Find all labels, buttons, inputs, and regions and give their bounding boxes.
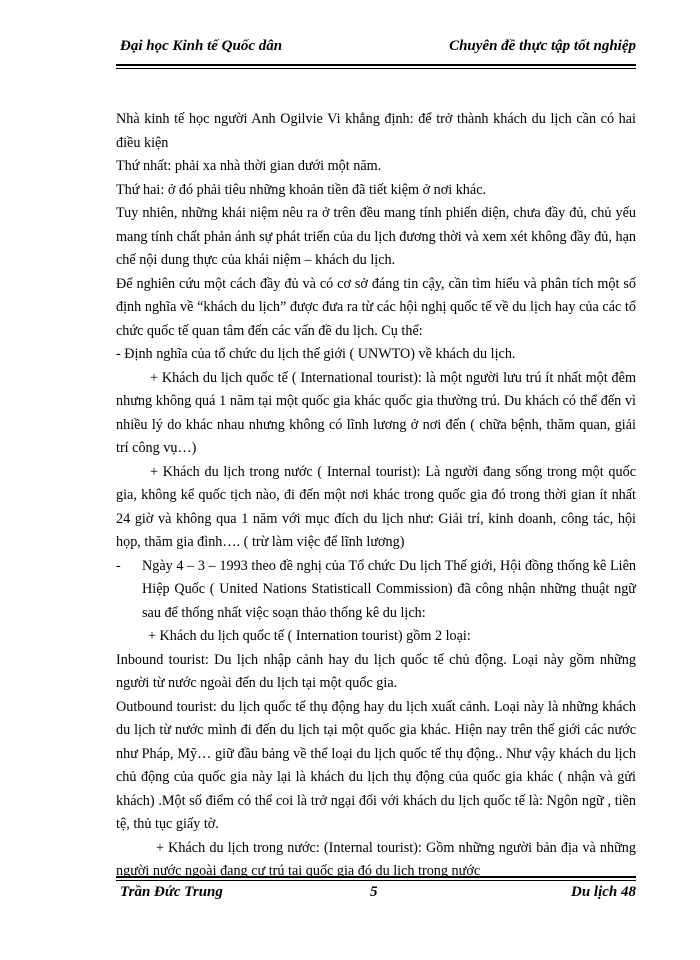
header-rule (116, 64, 636, 69)
paragraph-unwto-definition: - Định nghĩa của tổ chức du lịch thế giới ( UNWTO) về khách du lịch. (116, 346, 516, 362)
header-university: Đại học Kinh tế Quốc dân (120, 38, 283, 54)
paragraph-internal-tourist (116, 461, 636, 555)
list-item-un-commission (116, 555, 636, 626)
international-tourist-text: + Khách du lịch quốc tế ( International tourist): là một người lưu trú ít nhất một đêm nhưng không quá 1 năm tại một quốc gia khác quốc gia thường trú. Du khách có thể đến vì nhiều lý do khác nhau nhưng không có lĩnh lương ở nơi đến ( chữa bệnh, thăm quan, giải trí công vụ…) (116, 369, 636, 456)
paragraph-international-tourist (116, 367, 636, 461)
paragraph-critique: Tuy nhiên, những khái niệm nêu ra ở trên đều mang tính phiến diện, chưa đầy đủ, chủ yếu mang tính chất phản ánh sự phát triển của du lịch đương thời và xem xét không đầy đủ, hạn chế nội dung thực của khái niệm – khách du lịch. (116, 205, 636, 268)
footer-author: Trần Đức Trung (120, 884, 223, 900)
footer-rule (116, 876, 636, 881)
paragraph-ogilvie: Nhà kinh tế học người Anh Ogilvie Vi khẳng định: để trở thành khách du lịch cần có hai điều kiện (116, 111, 636, 151)
internal-tourist-2-text: + Khách du lịch trong nước: (Internal tourist): Gồm những người bản địa và những người nước ngoài đang cư trú tại quốc gia đó du lịch trong nước (116, 839, 636, 879)
un-commission-text: Ngày 4 – 3 – 1993 theo đề nghị của Tổ chức Du lịch Thế giới, Hội đồng thống kê Liên Hiệp Quốc ( United Nations Statisticall Commission) đã công nhận những thuật ngữ sau để thống nhất việc soạn thảo thống kê du lịch: (142, 557, 636, 621)
document-body (116, 108, 636, 884)
paragraph-condition-2: Thứ hai: ở đó phải tiêu những khoản tiền đã tiết kiệm ở nơi khác. (116, 181, 487, 198)
list-dash: - (116, 557, 121, 574)
header-report-title: Chuyên đề thực tập tốt nghiệp (449, 38, 636, 54)
page-number: 5 (370, 884, 378, 900)
paragraph-inbound: Inbound tourist: Du lịch nhập cảnh hay du lịch quốc tế chủ động. Loại này gồm những người từ nước ngoài đến du lịch tại một quốc gia. (116, 651, 636, 691)
paragraph-condition-1: Thứ nhất: phải xa nhà thời gian dưới một năm. (116, 158, 382, 174)
paragraph-outbound: Outbound tourist: du lịch quốc tế thụ động hay du lịch xuất cảnh. Loại này là những khách du lịch từ nước mình đi đến du lịch tại một quốc gia khác. Hiện nay trên thế giới các nước như Pháp, Mỹ… giữ đầu bảng về thể loại du lịch quốc tế thụ động.. Như vậy khách du lịch chủ động của quốc gia này lại là khách du lịch thụ động của quốc gia khác ( nhận và gửi khách) .Một số điểm có thể coi là trở ngại đối với khách du lịch quốc tế là: Ngôn ngữ , tiền tệ, thủ tục giấy tờ. (116, 698, 636, 832)
paragraph-intro-definitions: Để nghiên cứu một cách đầy đủ và có cơ sở đáng tin cậy, cần tìm hiểu và phân tích một số định nghĩa về “khách du lịch” được đưa ra từ các hội nghị quốc tế về du lịch hay của các tổ chức quốc tế quan tâm đến các vấn đề du lịch. Cụ thể: (116, 275, 636, 339)
paragraph-international-two-types: + Khách du lịch quốc tế ( Internation tourist) gồm 2 loại: (148, 628, 471, 644)
internal-tourist-text: + Khách du lịch trong nước ( Internal tourist): Là người đang sống trong một quốc gia, không kể quốc tịch nào, đi đến một nơi khác trong quốc gia đó trong thời gian ít nhất 24 giờ và không qua 1 năm với mục đích du lịch như: Giải trí, kinh doanh, công tác, hội họp, thăm gia đình…. ( trừ làm việc để lĩnh lương) (116, 463, 636, 550)
footer-class: Du lịch 48 (570, 884, 636, 900)
page-header (120, 38, 636, 60)
